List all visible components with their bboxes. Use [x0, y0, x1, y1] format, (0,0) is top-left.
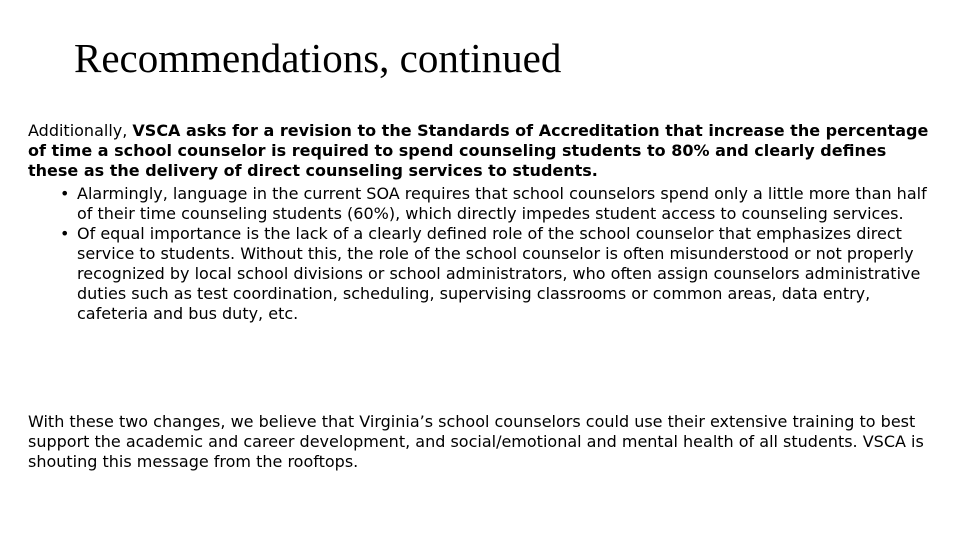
intro-paragraph	[28, 121, 938, 181]
list-item	[28, 224, 928, 324]
bullet-text: Of equal importance is the lack of a clearly defined role of the school counselor that emphasizes direct service to students. Without this, the role of the school counselor is often misunderstood or not properly recognized by local school divisions or school administrators, who often assign counselors administrative duties such as test coordination, scheduling, supervising classrooms or common areas, data entry, cafeteria and bus duty, etc.	[77, 224, 921, 323]
closing-paragraph: With these two changes, we believe that Virginia’s school counselors could use their extensive training to best support the academic and career development, and social/emotional and mental health of all students. VSCA is shouting this message from the rooftops.	[28, 412, 924, 471]
list-item	[28, 184, 928, 224]
bullet-icon: •	[60, 224, 70, 243]
bullet-text: Alarmingly, language in the current SOA requires that school counselors spend only a little more than half of their time counseling students (60%), which directly impedes student access to counseling services.	[77, 184, 927, 223]
slide-title: Recommendations, continued	[74, 35, 562, 81]
bullet-icon: •	[60, 184, 70, 203]
intro-lead-text: Additionally,	[28, 121, 133, 140]
intro-bold-text: VSCA asks for a revision to the Standards of Accreditation that increase the percentage of time a school counselor is required to spend counseling students to 80% and clearly defines these as the delivery of direct counseling services to students.	[28, 121, 929, 180]
bullet-list	[28, 184, 928, 324]
